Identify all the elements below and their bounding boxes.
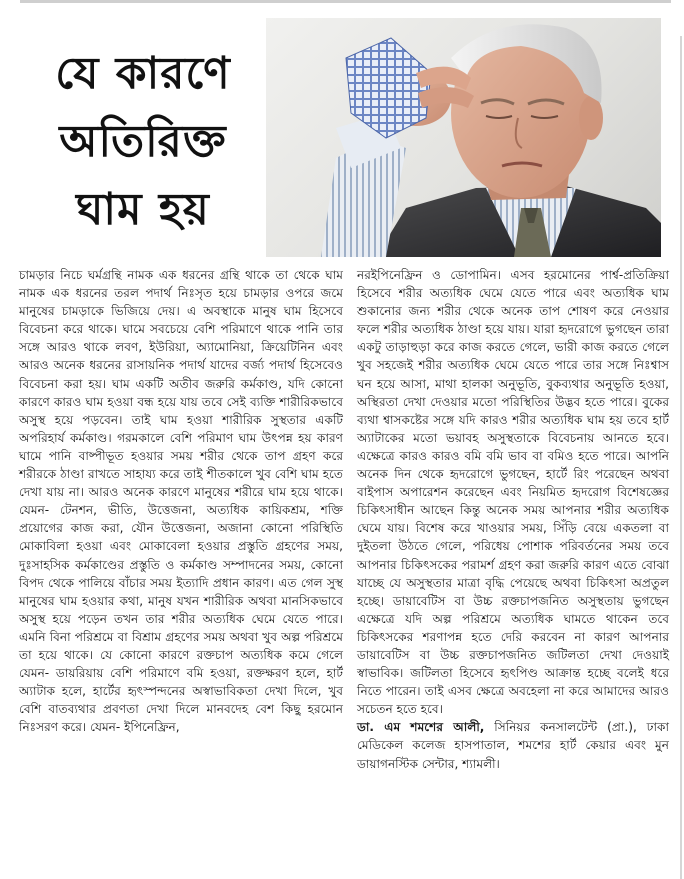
top-rule	[20, 0, 671, 3]
author-affiliation: সিনিয়র কনসালটেন্ট (প্রা.), ঢাকা মেডিকেল কলেজ হাসপাতাল, শমশের হার্ট কেয়ার এবং মুন ডায়াগনস্টিক সেন্টার, শ্যামলী।	[357, 720, 669, 771]
headline-line-3: ঘাম হয়	[76, 184, 210, 235]
headline-line-1: যে কারণে	[55, 48, 231, 99]
article-photo	[266, 18, 661, 257]
man-wiping-sweat-photo	[266, 18, 661, 257]
right-column-rule	[680, 36, 682, 879]
headline-line-2: অতিরিক্ত	[59, 116, 227, 167]
article-right-column	[357, 266, 669, 773]
article-body-left: চামড়ার নিচে ঘর্মগ্রন্থি নামক এক ধরনের গ্রন্থি থাকে তা থেকে ঘাম নামক এক ধরনের তরল পদার্থ নিঃসৃত হয়ে চামড়ার ওপরে জমে মানুষের চামড়াকে ভিজিয়ে দেয়। এ অবস্থাকে মানুষ ঘাম হিসেবে বিবেচনা করে থাকে। ঘামে সবচেয়ে বেশি পরিমাণে থাকে পানি তার সঙ্গে আরও থাকে লবণ, ইউরিয়া, অ্যামোনিয়া, ক্রিয়েটিনিন এবং আরও অনেক ধরনের রাসায়নিক পদার্থ যাদের বর্জ্য পদার্থ হিসেবেও বিবেচনা করা হয়। ঘাম একটি অতীব জরুরি কর্মকাণ্ড, যদি কোনো কারণে কারও ঘাম হওয়া বন্ধ হয়ে যায় তবে সেই ব্যক্তি শারীরিকভাবে অসুস্থ হয়ে পড়বেন। তাই ঘাম হওয়া শারীরিক সুস্থতার একটি অপরিহার্য কর্মকাণ্ড। গরমকালে বেশি পরিমাণ ঘাম উৎপন্ন হয় কারণ ঘামে পানি বাষ্পীভূত হওয়ার সময় শরীর থেকে তাপ গ্রহণ করে শরীরকে ঠাণ্ডা রাখতে সাহায্য করে তাই শীতকালে খুব বেশি ঘাম হতে দেখা যায় না। আরও অনেক কারণে মানুষের শরীরে ঘাম হয়ে থাকে। যেমন- টেনশন, ভীতি, উত্তেজনা, অত্যধিক কায়িকশ্রম, শক্তি প্রয়োগের কাজ করা, যৌন উত্তেজনা, অজানা কোনো পরিস্থিতি মোকাবিলা হওয়া এবং মোকাবেলা হওয়ার প্রস্তুতি গ্রহণের সময়, দুঃসাহসিক কর্মকাণ্ডের প্রস্তুতি ও কর্মকাণ্ড সম্পাদনের সময়, কোনো বিপদ থেকে পালিয়ে বাঁচার সময় ইত্যাদি প্রধান কারণ। এত গেল সুস্থ মানুষের ঘাম হওয়ার কথা, মানুষ যখন শারীরিক অথবা মানসিকভাবে অসুস্থ হয়ে পড়েন তখন তার শরীর অত্যধিক ঘেমে যেতে পারে। এমনি বিনা পরিশ্রমে বা বিশ্রাম গ্রহণের সময় অথবা খুব অল্প পরিশ্রমে তা হয়ে থাকে। যে কোনো কারণে রক্তচাপ অত্যধিক কমে গেলে যেমন- ডায়রিয়ায় বেশি পরিমাণে বমি হওয়া, রক্তক্ষরণ হলে, হার্ট অ্যাটাক হলে, হার্টের হৃৎস্পন্দনের অস্বাভাবিকতা দেখা দিলে, খুব বেশি বাতব্যথার প্রবণতা দেখা দিলে মানবদেহ বেশ কিছু হরমোন নিঃসরণ করে। যেমন- ইপিনেফ্রিন,	[19, 268, 343, 735]
author-name: ডা. এম শমশের আলী,	[357, 720, 485, 735]
author-byline	[357, 718, 669, 772]
headline	[38, 40, 248, 244]
article-body-right: নরইপিনেফ্রিন ও ডোপামিন। এসব হরমোনের পার্শ্ব-প্রতিক্রিয়া হিসেবে শরীর অত্যধিক ঘেমে যেতে পারে এবং অত্যধিক ঘাম শুকানোর জন্য শরীর থেকে অনেক তাপ শোষণ করে নেওয়ার ফলে শরীর অত্যধিক ঠাণ্ডা হয়ে যায়। যারা হৃদরোগে ভুগছেন তারা একটু তাড়াহুড়া করে কাজ করতে গেলে, ভারী কাজ করতে গেলে খুব সহজেই শরীর অত্যধিক ঘেমে যেতে পারে তার সঙ্গে নিঃশ্বাস ঘন হয়ে আসা, মাথা হালকা অনুভূতি, বুকব্যথার অনুভূতি হওয়া, অস্থিরতা দেখা দেওয়ার মতো পরিস্থিতির উদ্ভব হতে পারে। বুকের ব্যথা শ্বাসকষ্টের সঙ্গে যদি কারও শরীর অত্যধিক ঘাম হয় তবে হার্ট অ্যাটাকের মতো ভয়াবহ অসুস্থতাকে বিবেচনায় আনতে হবে। এক্ষেত্রে কারও কারও বমি বমি ভাব বা বমিও হতে পারে। আপনি অনেক দিন থেকে হৃদরোগে ভুগছেন, হার্টে রিং পরেছেন অথবা বাইপাস অপারেশন করেছেন এবং নিয়মিত হৃদরোগ বিশেষজ্ঞের চিকিৎসাধীন আছেন কিন্তু অনেক সময় আপনার শরীর অত্যধিক ঘেমে যায়। বিশেষ করে খাওয়ার সময়, সিঁড়ি বেয়ে একতলা বা দুইতলা উঠতে গেলে, পরিধেয় পোশাক পরিবর্তনের সময় তবে আপনার চিকিৎসকের পরামর্শ গ্রহণ করা জরুরি কারণ এতে বোঝা যাচ্ছে যে অসুস্থতার মাত্রা বৃদ্ধি পেয়েছে অথবা চিকিৎসা অপ্রতুল হচ্ছে। ডায়াবেটিস বা উচ্চ রক্তচাপজনিত অসুস্থতায় ভুগছেন এক্ষেত্রে যদি অল্প পরিশ্রমে অত্যধিক ঘামতে থাকেন তবে চিকিৎসকের শরণাপন্ন হতে দেরি করবেন না কারণ আপনার ডায়াবেটিস বা উচ্চ রক্তচাপজনিত জটিলতা দেখা দেওয়াই স্বাভাবিক। জটিলতা হিসেবে হৃৎপিণ্ড আক্রান্ত হচ্ছে বলেই ধরে নিতে পারেন। তাই এসব ক্ষেত্রে অবহেলা না করে আমাদের আরও সচেতন হতে হবে।	[357, 268, 669, 717]
article-left-column	[19, 266, 343, 736]
